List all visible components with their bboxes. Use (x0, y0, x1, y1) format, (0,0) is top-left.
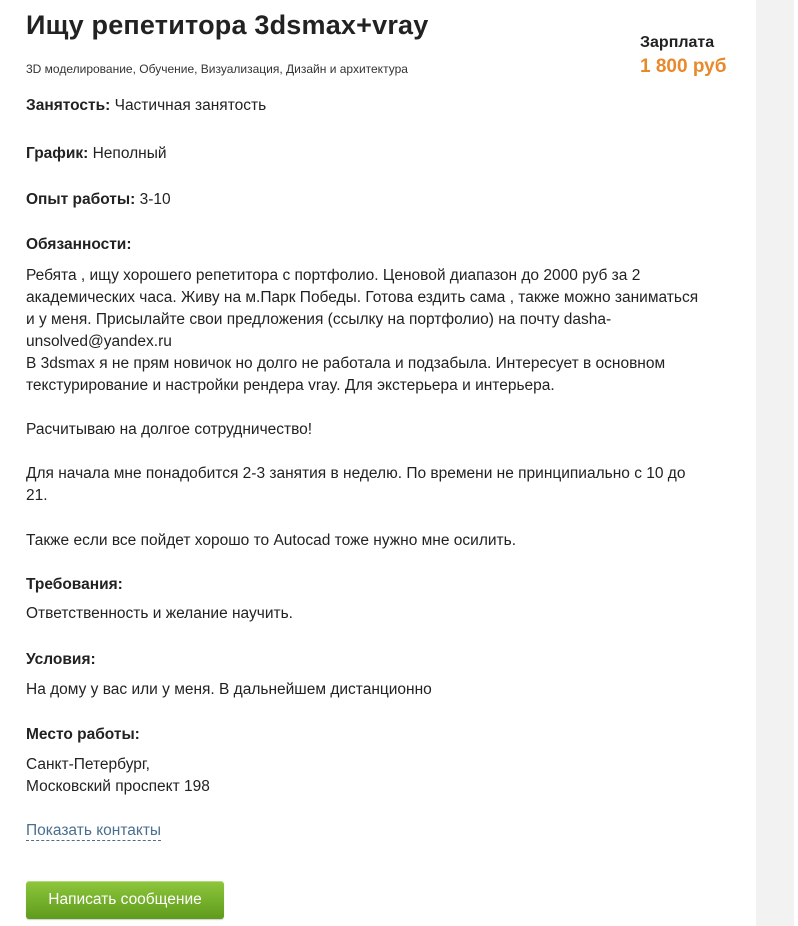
duties-paragraph-2: Расчитываю на долгое сотрудничество! (26, 421, 313, 438)
write-message-button[interactable]: Написать сообщение (26, 881, 224, 919)
salary-value: 1 800 руб (640, 56, 727, 77)
duties-paragraph-4: Также если все пойдет хорошо то Autocad тоже нужно мне осилить. (26, 532, 517, 549)
show-contacts-link[interactable]: Показать контакты (26, 822, 162, 839)
duties-paragraph-1: Ребята , ищу хорошего репетитора с портфолио. Ценовой диапазон до 2000 руб за 2 академических часа. Живу на м.Парк Победы. Готова ездить сама , также можно заниматься и у меня. Присылайте свои предложения (ссылку на портфолио) на почту dasha- unsolved@yandex.ru В 3dsmax я не прям новичок но долго не работала и подзабыла. Интересует в основном текстурирование и настройки рендера vray. Для экстерьера и интерьера. (26, 267, 699, 394)
duties-paragraph-3: Для начала мне понадобится 2-3 занятия в неделю. По времени не принципиально с 10 до 21. (26, 465, 686, 504)
schedule-label: График: (26, 145, 89, 162)
schedule-value: Неполный (92, 145, 167, 162)
requirements-label: Требования: (26, 576, 123, 593)
conditions-text: На дому у вас или у меня. В дальнейшем дистанционно (26, 681, 432, 698)
sidebar-edge (794, 0, 798, 926)
requirements-text: Ответственность и желание научить. (26, 605, 293, 622)
right-sidebar (756, 0, 798, 926)
experience-value: 3-10 (139, 191, 171, 208)
location-label: Место работы: (26, 726, 140, 743)
salary-label: Зарплата (640, 34, 715, 51)
salary-block (640, 34, 726, 78)
page-title: Ищу репетитора 3dsmax+vray (26, 10, 429, 40)
location-text: Санкт-Петербург, Московский проспект 198 (26, 756, 210, 795)
employment-value: Частичная занятость (114, 97, 267, 114)
conditions-label: Условия: (26, 651, 96, 668)
experience-field (26, 191, 171, 209)
employment-field (26, 97, 266, 115)
employment-label: Занятость: (26, 97, 111, 114)
duties-label: Обязанности: (26, 236, 132, 253)
experience-label: Опыт работы: (26, 191, 136, 208)
schedule-field (26, 145, 167, 163)
category-list: 3D моделирование, Обучение, Визуализация, Дизайн и архитектура (26, 62, 408, 76)
